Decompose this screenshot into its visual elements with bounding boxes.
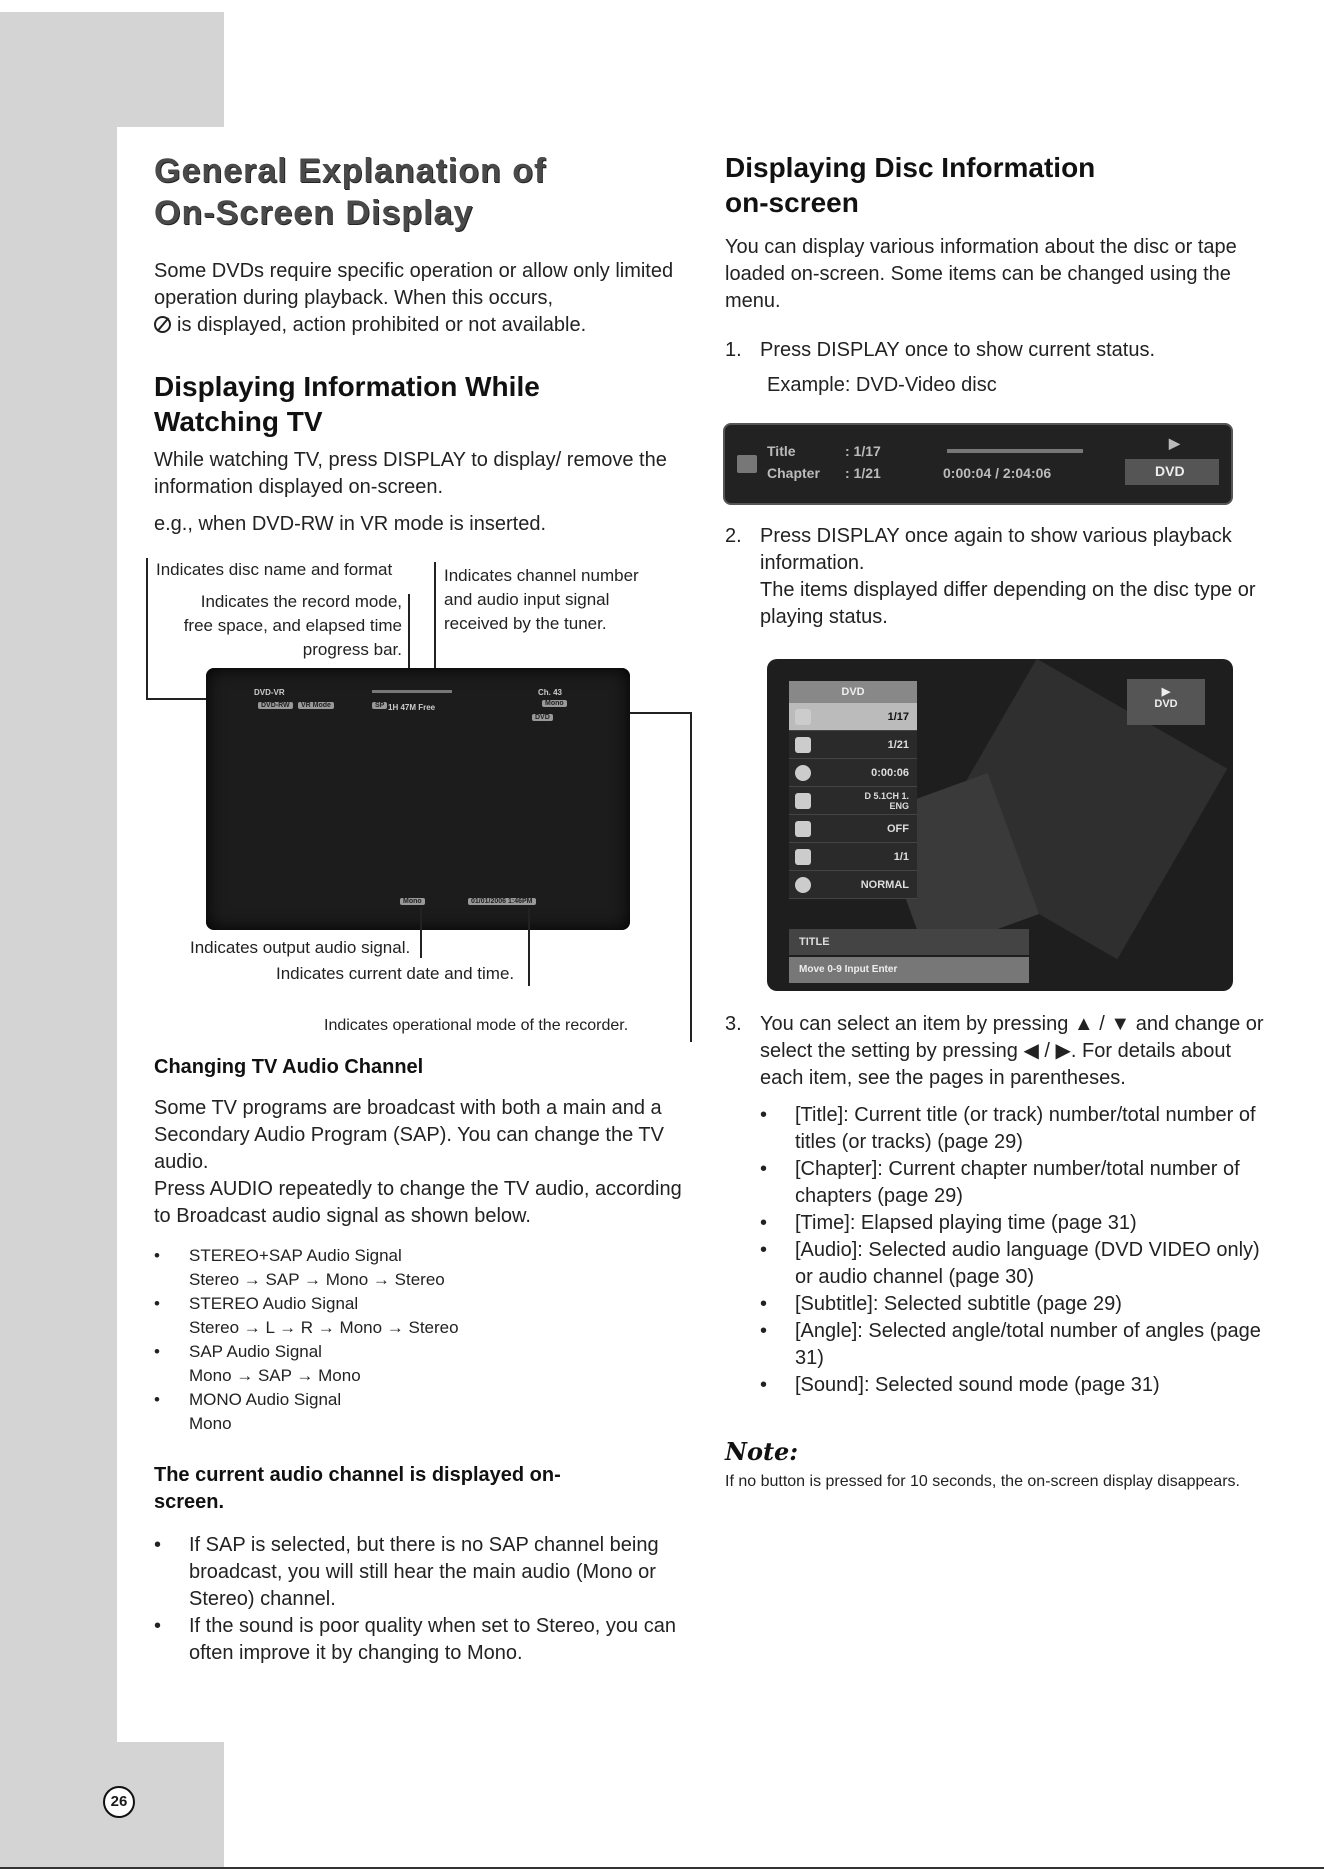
disc-info-intro: You can display various information about the disc or tape loaded on-screen. Some items can be changed using the menu. [725, 236, 1237, 312]
note-title: Note: [725, 1437, 799, 1466]
step-1 [725, 337, 1270, 364]
changing-text-2: Press AUDIO repeatedly to change the TV audio, according to Broadcast audio signal as shown below. [154, 1178, 682, 1227]
list-item: • If the sound is poor quality when set to Stereo, you can often improve it by changing to Mono. [154, 1613, 689, 1667]
left-column [154, 150, 689, 1667]
changing-text: Some TV programs are broadcast with both a main and a Secondary Audio Program (SAP). You can change the TV audio. [154, 1097, 664, 1173]
disc-info-title-line-2: on-screen [725, 187, 859, 218]
leader-line [690, 712, 692, 1042]
list-item [154, 1292, 689, 1340]
menu-item-chapter[interactable] [789, 731, 917, 759]
prohibited-icon [154, 316, 171, 333]
play-icon: ▶ [1169, 435, 1180, 451]
bar-chapter-label: Chapter [767, 465, 820, 481]
list-item: • [Sound]: Selected sound mode (page 31) [760, 1372, 1270, 1399]
audio-signal-label: • STEREO+SAP Audio Signal [189, 1246, 402, 1265]
bar-title-label: Title [767, 443, 796, 459]
step-2-text: Press DISPLAY once again to show various playback information. [760, 525, 1232, 574]
list-item: • [Audio]: Selected audio language (DVD VIDEO only) or audio channel (page 30) [760, 1237, 1270, 1291]
osd-audio-input: Mono [542, 700, 567, 707]
menu-item-title[interactable] [789, 703, 917, 731]
annotation-audio-signal: Indicates output audio signal. [190, 938, 411, 957]
list-item: • [Chapter]: Current chapter number/total number of chapters (page 29) [760, 1156, 1270, 1210]
osd-badge-disc: DVD-RW [258, 702, 293, 709]
menu-item-value: 0:00:06 [871, 767, 909, 779]
annotation-channel: Indicates channel number and audio input signal received by the tuner. [444, 566, 639, 633]
right-column [725, 150, 1270, 1493]
note-text: If no button is pressed for 10 seconds, the on-screen display disappears. [725, 1473, 1240, 1490]
menu-footer [789, 929, 1029, 985]
example-text: e.g., when DVD-RW in VR mode is inserted. [154, 513, 547, 535]
audio-signal-label: • SAP Audio Signal [189, 1342, 322, 1361]
disc-info-title [725, 150, 1270, 220]
menu-footer-help: Move 0-9 Input Enter [789, 957, 1029, 983]
step-number: 3. [725, 1013, 742, 1035]
menu-item-value: D 5.1CH 1. ENG [864, 791, 909, 811]
annotation-operational-mode: Indicates operational mode of the recorder. [324, 1017, 629, 1034]
step-3-text: You can select an item by pressing ▲ / ▼ and change or select the setting by pressing ◀ / ▶. For details about each item, see the pages in parentheses. [760, 1013, 1264, 1089]
menu-item-sound[interactable] [789, 871, 917, 899]
item-list [725, 1102, 1270, 1399]
audio-signal-sequence: Mono → SAP → Mono [189, 1366, 361, 1385]
clock-icon [795, 765, 811, 781]
menu-item-value: NORMAL [860, 879, 909, 891]
audio-signal-list [154, 1244, 689, 1436]
bar-time: 0:00:04 / 2:04:06 [943, 465, 1052, 481]
list-item: • [Angle]: Selected angle/total number of angles (page 31) [760, 1318, 1270, 1372]
page-number: 26 [103, 1786, 135, 1818]
title-icon [795, 709, 811, 725]
audio-signal-sequence: Mono [189, 1414, 232, 1433]
list-item: • [Subtitle]: Selected subtitle (page 29) [760, 1291, 1270, 1318]
section-title-tv [154, 369, 689, 439]
time-progress-bar [947, 449, 1083, 453]
section-title-line-2: Watching TV [154, 406, 323, 437]
sidebar-band [0, 12, 117, 1867]
menu-mode: DVD [1154, 698, 1178, 710]
menu-item-angle[interactable] [789, 843, 917, 871]
list-item [154, 1340, 689, 1388]
menu-item-time[interactable] [789, 759, 917, 787]
page-title [154, 150, 689, 234]
bottom-rule [0, 1867, 1324, 1869]
menu-list [789, 681, 917, 899]
bar-chapter-value: : 1/21 [845, 465, 881, 481]
osd-disc: DVD-VR [254, 688, 285, 697]
intro-text-2: is displayed, action prohibited or not available. [177, 314, 587, 336]
osd-datetime: 01/01/2006 1:46PM [468, 898, 536, 905]
leader-line [146, 558, 148, 698]
disc-info-title-line-1: Displaying Disc Information [725, 152, 1096, 183]
disc-status-bar [723, 423, 1233, 505]
disc-icon [737, 455, 757, 473]
tv-screen [206, 668, 630, 930]
bar-mode: DVD [1155, 463, 1185, 479]
intro-text: Some DVDs require specific operation or allow only limited operation during playback. When this occurs, [154, 260, 674, 309]
osd-mode: DVD [532, 714, 553, 721]
step-1-example: Example: DVD-Video disc [767, 374, 997, 396]
menu-header: DVD [789, 681, 917, 703]
chapter-icon [795, 737, 811, 753]
audio-icon [795, 793, 811, 809]
intro-paragraph [154, 258, 689, 339]
current-audio-title: The current audio channel is displayed on-screen. [154, 1464, 561, 1513]
current-audio-list [154, 1532, 689, 1667]
menu-mode-box [1127, 679, 1205, 725]
audio-signal-sequence: Stereo → SAP → Mono → Stereo [189, 1270, 445, 1289]
step-number: 2. [725, 525, 742, 547]
osd-sp-badge: SP [372, 702, 387, 709]
menu-item-subtitle[interactable] [789, 815, 917, 843]
tv-osd-diagram [144, 558, 704, 1038]
osd-channel: Ch. 43 [538, 688, 563, 697]
list-item: • If SAP is selected, but there is no SAP channel being broadcast, you will still hear the main audio (Mono or Stereo) channel. [154, 1532, 689, 1613]
osd-badge-mode: VR Mode [298, 702, 334, 709]
title-line-2: On-Screen Display [154, 194, 474, 232]
sound-icon [795, 877, 811, 893]
menu-item-value: OFF [887, 823, 909, 835]
play-icon: ▶ [1161, 686, 1171, 698]
list-item [154, 1388, 689, 1436]
menu-item-audio[interactable] [789, 787, 917, 815]
step-3 [725, 1011, 1270, 1092]
menu-item-value: 1/21 [887, 739, 909, 751]
osd-progress-bar [372, 690, 452, 693]
annotation-date-time: Indicates current date and time. [276, 964, 515, 983]
angle-icon [795, 849, 811, 865]
subtitle-icon [795, 821, 811, 837]
audio-signal-label: • MONO Audio Signal [189, 1390, 342, 1409]
osd-free-space: 1H 47M Free [388, 703, 436, 712]
list-item: • [Time]: Elapsed playing time (page 31) [760, 1210, 1270, 1237]
leader-line [420, 908, 422, 958]
list-item [154, 1244, 689, 1292]
menu-item-value: 1/17 [887, 711, 909, 723]
step-1-text: Press DISPLAY once to show current status. [760, 339, 1155, 361]
osd-audio-output: Mono [400, 898, 425, 905]
bar-title-value: : 1/17 [845, 443, 881, 459]
audio-signal-sequence: Stereo → L → R → Mono → Stereo [189, 1318, 459, 1337]
annotation-disc-name: Indicates disc name and format [156, 560, 393, 579]
leader-line [528, 908, 530, 986]
step-number: 1. [725, 339, 742, 361]
annotation-record-mode: Indicates the record mode, free space, and elapsed time progress bar. [183, 592, 402, 659]
section-text: While watching TV, press DISPLAY to display/ remove the information displayed on-screen. [154, 449, 667, 498]
list-item: • [Title]: Current title (or track) number/total number of titles (or tracks) (page 29) [760, 1102, 1270, 1156]
section-title-line-1: Displaying Information While [154, 371, 540, 402]
audio-signal-label: • STEREO Audio Signal [189, 1294, 359, 1313]
step-2-text-b: The items displayed differ depending on the disc type or playing status. [760, 579, 1256, 628]
step-2 [725, 523, 1270, 631]
menu-footer-title: TITLE [789, 929, 1029, 955]
playback-info-menu [767, 659, 1233, 991]
menu-item-value: 1/1 [893, 851, 909, 863]
title-line-1: General Explanation of [154, 152, 547, 190]
changing-title: Changing TV Audio Channel [154, 1056, 424, 1078]
